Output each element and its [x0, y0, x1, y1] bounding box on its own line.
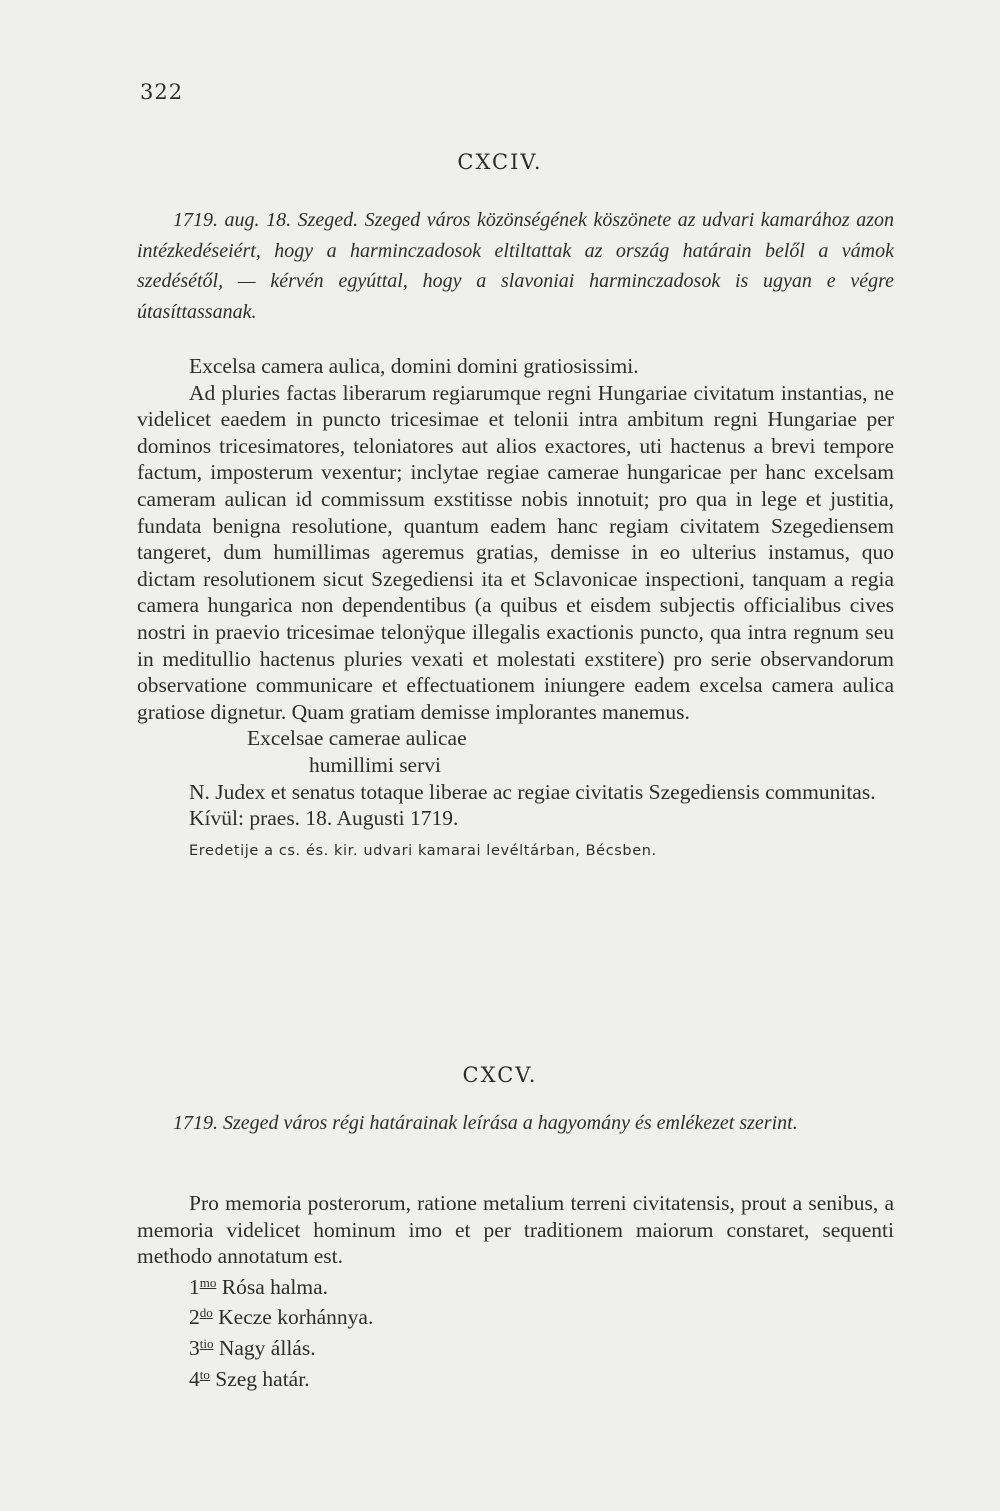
regest-text: 1719. Szeged város régi határainak leírása a hagyomány és emlékezet szerint. — [173, 1112, 798, 1134]
section-body — [137, 353, 894, 864]
body-paragraph: Pro memoria posterorum, ratione metalium terreni civitatensis, prout a senibus, a memoria videlicet hominum imo et per traditionem maiorum constaret, sequenti methodo annotatum est. — [137, 1191, 894, 1269]
source-note: Eredetije a cs. és. kir. udvari kamarai levéltárban, Bécsben. — [189, 842, 657, 859]
salutation: Excelsa camera aulica, domini domini gratiosissimi. — [189, 354, 639, 378]
body-paragraph: Ad pluries factas liberarum regiarumque regni Hungariae civitatum instantias, ne videlicet eaedem in puncto tricesimae et telonii intra ambitum regni Hungariae per dominos tricesimatores, teloniatores aut alios exactores, uti hactenus a brevi tempore factum, imposterum vexentur; inclytae regiae camerae hungaricae per hanc excelsam cameram aulican id commissum exstitisse nobis innotuit; pro qua in lege et justitia, fundata benigna resolutione, quantum eadem hanc regiam civitatem Szegediensem tangeret, dum humillimas ageremus gratias, demisse in eo ulterius instamus, quo dictam resolutionem sicut Szegediensi ita et Sclavonicae inspectioni, tanquam a regia camera hungarica non dependentibus (a quibus et eisdem subjectis officialibus cives nostri in praevio tricesimae telonÿque illegalis exactionis puncto, qua intra regnum seu in meditullio hactenus pluries vexati et molestati exstitere) pro serie observandorum observatione communicare et effectuationem iniungere eadem excelsa camera aulica gratiose dignetur. Quam gratiam demisse implorantes manemus. — [137, 380, 894, 724]
section-heading: CXCIV. — [457, 150, 543, 174]
section-regest — [137, 1108, 894, 1139]
subscription-line: humillimi servi — [309, 752, 441, 777]
list-item: $1^{mo}$ Rósa halma. — [189, 1274, 329, 1299]
regest-text: 1719. aug. 18. Szeged. Szeged város közönségének köszönete az udvari kamarához azon intézkedéseiért, hogy a harminczadosok eltiltattak az ország határain belől a vámok szedésétől, — kérvén egyúttal, hogy a slavoniai harminczadosok is ugyan e végre útasíttassanak. — [137, 209, 894, 323]
subscription-line: Excelsae camerae aulicae — [247, 726, 467, 751]
signature: N. Judex et senatus totaque liberae ac regiae civitatis Szegediensis communitas. — [189, 779, 876, 804]
list-item: $4^{to}$ Szeg határ. — [189, 1366, 310, 1391]
section-body — [137, 1190, 894, 1392]
section-regest — [137, 205, 894, 327]
section-heading: CXCV. — [462, 1063, 538, 1087]
page-number: 322 — [140, 80, 184, 104]
list-item: $2^{do}$ Kecze korhánnya. — [189, 1305, 374, 1330]
list-item: $3^{tio}$ Nagy állás. — [189, 1335, 316, 1360]
endorsement: Kívül: praes. 18. Augusti 1719. — [189, 806, 459, 831]
